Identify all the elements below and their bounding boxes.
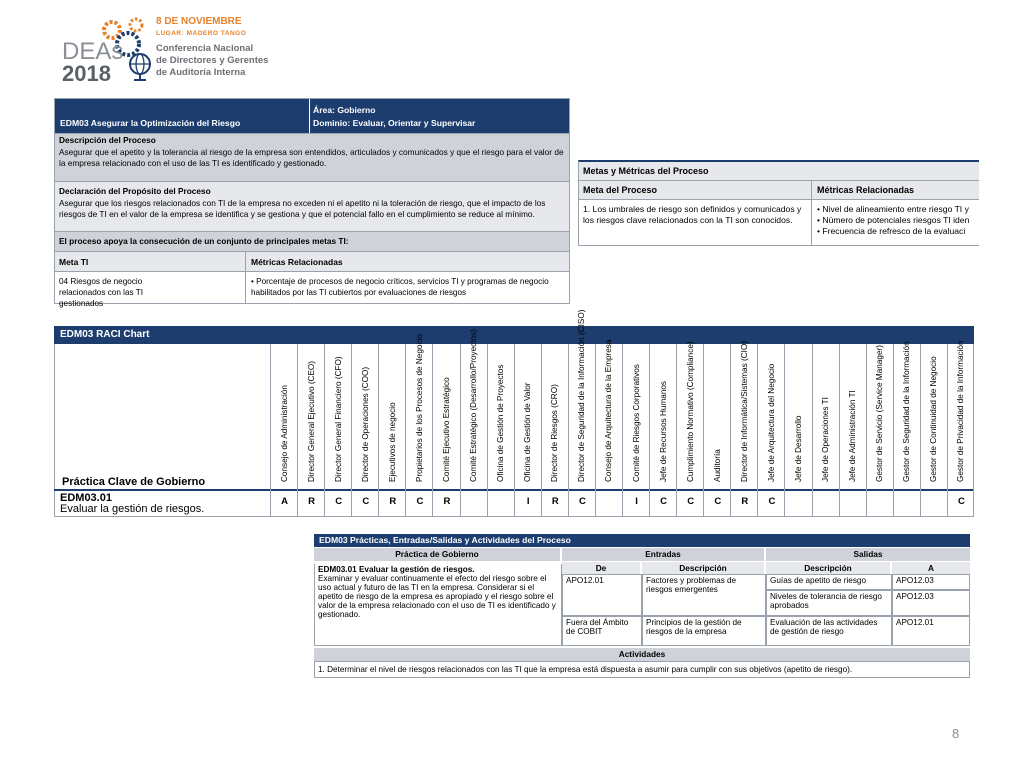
logo-year: 2018 <box>62 61 111 86</box>
output-desc: Guías de apetito de riesgo <box>766 574 892 590</box>
raci-role-label: Director de Informática/Sistemas (CIO) <box>739 340 749 482</box>
logo-deas: DEAs <box>62 38 124 65</box>
practice-cell <box>314 564 562 646</box>
raci-column-border <box>973 344 974 516</box>
raci-column <box>568 309 596 516</box>
raci-column <box>297 344 325 516</box>
raci-column <box>487 344 515 516</box>
raci-role-label: Director de Seguridad de la Información (CISO) <box>577 309 587 482</box>
practice-id: EDM03.01 <box>60 492 112 504</box>
table1-title: EDM03 Asegurar la Optimización del Riesgo <box>60 118 241 128</box>
raci-column <box>460 329 488 516</box>
event-date: 8 DE NOVIEMBRE <box>156 16 242 27</box>
raci-column <box>812 344 840 516</box>
raci-value: C <box>714 496 722 507</box>
raci-role-label: Director General Financiero (CFO) <box>333 356 343 482</box>
practices-io-table <box>314 534 970 678</box>
raci-role-label: Director de Riesgos (CRO) <box>550 384 560 482</box>
raci-value: C <box>416 496 424 507</box>
conference-line-1: Conferencia Nacional <box>156 43 254 54</box>
header-output-desc: Descripción <box>766 562 890 574</box>
purpose-text: Asegurar que los riesgos relacionados con TI de la empresa no exceden ni el apetito ni la toleración de riesgo, que el impacto de los riesgos de TI en el valor de la empresa se identifica y se gestiona y que el potencial fallo en el cumplimiento se reduce al mínimo. <box>59 198 546 219</box>
raci-column <box>351 344 379 516</box>
raci-role-label: Oficina de Gestión de Proyectos <box>496 364 506 482</box>
input-desc: Factores y problemas de riesgos emergentes <box>642 574 766 616</box>
header-activities: Actividades <box>314 648 970 661</box>
metric-item: • Número de potenciales riesgos TI iden <box>817 215 970 225</box>
raci-column <box>270 344 298 516</box>
output-desc: Evaluación de las actividades de gestión de riesgo <box>766 616 892 646</box>
conference-line-3: de Auditoría Interna <box>156 67 246 78</box>
raci-column <box>757 344 785 516</box>
raci-role-label: Ejecutivos de negocio <box>387 402 397 482</box>
col-metricas-relacionadas: Métricas Relacionadas <box>817 185 915 195</box>
raci-role-label: Oficina de Gestión de Valor <box>523 382 533 482</box>
raci-column <box>514 344 542 516</box>
table1-data-row <box>55 271 569 308</box>
raci-value: C <box>362 496 370 507</box>
event-logo <box>60 14 280 84</box>
raci-chart <box>54 309 974 520</box>
practice-title: EDM03.01 Evaluar la gestión de riesgos. <box>318 565 475 574</box>
col-meta-proceso: Meta del Proceso <box>583 185 658 195</box>
description-title: Descripción del Proceso <box>59 135 156 145</box>
raci-columns <box>270 309 974 520</box>
table1-header <box>55 99 569 133</box>
raci-column <box>920 344 948 516</box>
raci-role-label: Comité de Riesgos Corporativos <box>631 364 641 482</box>
raci-value: C <box>958 496 965 507</box>
metric-value: • Porcentaje de procesos de negocio críticos, servicios TI y programas de negocio habilitados por las TI cubiertos por evaluaciones de riesgos <box>251 277 549 297</box>
header-input-desc: Descripción <box>642 562 764 574</box>
raci-role-label: Auditoría <box>712 449 722 482</box>
raci-value: C <box>578 496 586 507</box>
header-inputs: Entradas <box>562 548 764 561</box>
raci-value: R <box>551 496 559 507</box>
raci-role-label: Gestor de Continuidad de Negocio <box>929 356 939 482</box>
raci-role-label: Propietarios de los Procesos de Negocio <box>414 334 424 482</box>
raci-column <box>378 344 406 516</box>
table1-domain: Dominio: Evaluar, Orientar y Supervisar <box>313 118 476 128</box>
raci-value: R <box>389 496 397 507</box>
raci-role-label: Jefe de Operaciones TI <box>821 397 831 482</box>
raci-value: I <box>526 496 530 507</box>
raci-value: A <box>281 496 288 507</box>
header-outputs: Salidas <box>766 548 970 561</box>
raci-value: C <box>335 496 343 507</box>
output-desc: Niveles de tolerancia de riesgo aprobados <box>766 590 892 616</box>
raci-role-label: Consejo de Arquitectura de la Empresa <box>604 339 614 482</box>
raci-value: R <box>308 496 316 507</box>
raci-column <box>947 340 975 516</box>
page-number: 8 <box>952 726 960 741</box>
raci-column <box>541 344 569 516</box>
raci-column <box>405 334 433 516</box>
meta-ti-value: 04 Riesgos de negocio relacionados con las TI gestionados <box>59 277 144 308</box>
raci-role-label: Comité Estratégico (Desarrollo/Proyectos) <box>469 329 479 482</box>
raci-value: C <box>687 496 695 507</box>
raci-value: R <box>741 496 749 507</box>
input-desc: Principios de la gestión de riesgos de la empresa <box>642 616 766 646</box>
raci-value: C <box>660 496 668 507</box>
raci-column <box>649 344 677 516</box>
table4-header <box>314 534 970 547</box>
table1-column-header <box>55 251 569 271</box>
header-a: A <box>892 562 970 574</box>
raci-role-label: Jefe de Administración TI <box>848 390 858 482</box>
raci-value: I <box>635 496 638 507</box>
practice-name: Evaluar la gestión de riesgos. <box>60 503 205 515</box>
raci-role-label: Jefe de Recursos Humanos <box>658 380 668 482</box>
meta-proceso-value: 1. Los umbrales de riesgo son definidos y comunicados y los riesgos clave relacionados con la TI son conocidos. <box>583 204 802 225</box>
support-text: El proceso apoya la consecución de un conjunto de principales metas TI: <box>59 236 349 246</box>
raci-role-label: Cumplimiento Normativo (Compliance) <box>685 341 695 482</box>
description-text: Asegurar que el apetito y la tolerancia al riesgo de la empresa son entendidos, articulados y comunicados y que el riesgo para el valor de la empresa relacionado con el uso de las TI es identificado y gestionado. <box>59 147 564 168</box>
header-practice: Práctica de Gobierno <box>314 548 560 561</box>
raci-value: C <box>768 496 776 507</box>
raci-role-label: Gestor de Servicio (Service Manager) <box>875 345 885 482</box>
input-de: APO12.01 <box>562 574 642 616</box>
input-de: Fuera del Ámbito de COBIT <box>562 616 642 646</box>
support-row <box>55 231 569 251</box>
output-a: APO12.03 <box>892 590 970 616</box>
raci-role-label: Consejo de Administración <box>279 385 289 482</box>
raci-column <box>432 344 460 516</box>
table1-area: Área: Gobierno <box>313 105 376 115</box>
table2-title: Metas y Métricas del Proceso <box>583 166 709 176</box>
header-de: De <box>562 562 640 574</box>
raci-role-label: Gestor de Privacidad de la Información <box>956 340 966 482</box>
col-metricas: Métricas Relacionadas <box>251 257 343 267</box>
process-metrics-table <box>578 160 979 246</box>
metric-item: • Frecuencia de refresco de la evaluaci <box>817 226 966 236</box>
practice-text: Examinar y evaluar continuamente el efecto del riesgo sobre el uso actual y futuro de las TI en la empresa. Considerar si el apetito de riesgo de la empresa es apropiado y el riesgo sobre el valor de la empresa relacionado con el uso de TI es identificado y gestionado. <box>318 574 556 619</box>
process-description <box>55 133 569 181</box>
raci-column <box>622 344 650 516</box>
raci-column <box>866 344 894 516</box>
table4-title: EDM03 Prácticas, Entradas/Salidas y Actividades del Proceso <box>319 535 571 545</box>
metric-list <box>817 204 969 237</box>
raci-role-label: Director General Ejecutivo (CEO) <box>306 360 316 482</box>
output-a: APO12.01 <box>892 616 970 646</box>
raci-column <box>676 341 704 516</box>
process-purpose <box>55 181 569 231</box>
raci-title: EDM03 RACI Chart <box>60 329 150 340</box>
raci-column <box>595 339 623 516</box>
raci-column <box>784 344 812 516</box>
purpose-title: Declaración del Propósito del Proceso <box>59 186 211 196</box>
raci-value: R <box>443 496 451 507</box>
raci-column <box>730 340 758 516</box>
event-place: LUGAR: MADERO TANGO <box>156 30 247 37</box>
raci-column <box>893 341 921 516</box>
process-description-table <box>54 98 570 308</box>
metric-item: • Nivel de alineamiento entre riesgo TI y <box>817 204 969 214</box>
raci-role-label: Gestor de Seguridad de la Información <box>902 341 912 482</box>
raci-column <box>703 344 731 516</box>
raci-column <box>324 344 352 516</box>
raci-role-label: Comité Ejecutivo Estratégico <box>441 377 451 482</box>
raci-role-label: Jefe de Arquitectura del Negocio <box>766 363 776 482</box>
output-a: APO12.03 <box>892 574 970 590</box>
raci-row-header: Práctica Clave de Gobierno <box>62 476 206 488</box>
raci-column <box>839 344 867 516</box>
raci-role-label: Jefe de Desarrollo <box>793 415 803 482</box>
activity-item: 1. Determinar el nivel de riesgos relacionados con las TI que la empresa está dispuesta a asumir para cumplir con sus objetivos (apetito de riesgo). <box>314 661 970 678</box>
conference-line-2: de Directores y Gerentes <box>156 55 269 66</box>
col-meta-ti: Meta TI <box>59 257 89 267</box>
raci-role-label: Director de Operaciones (COO) <box>360 366 370 482</box>
